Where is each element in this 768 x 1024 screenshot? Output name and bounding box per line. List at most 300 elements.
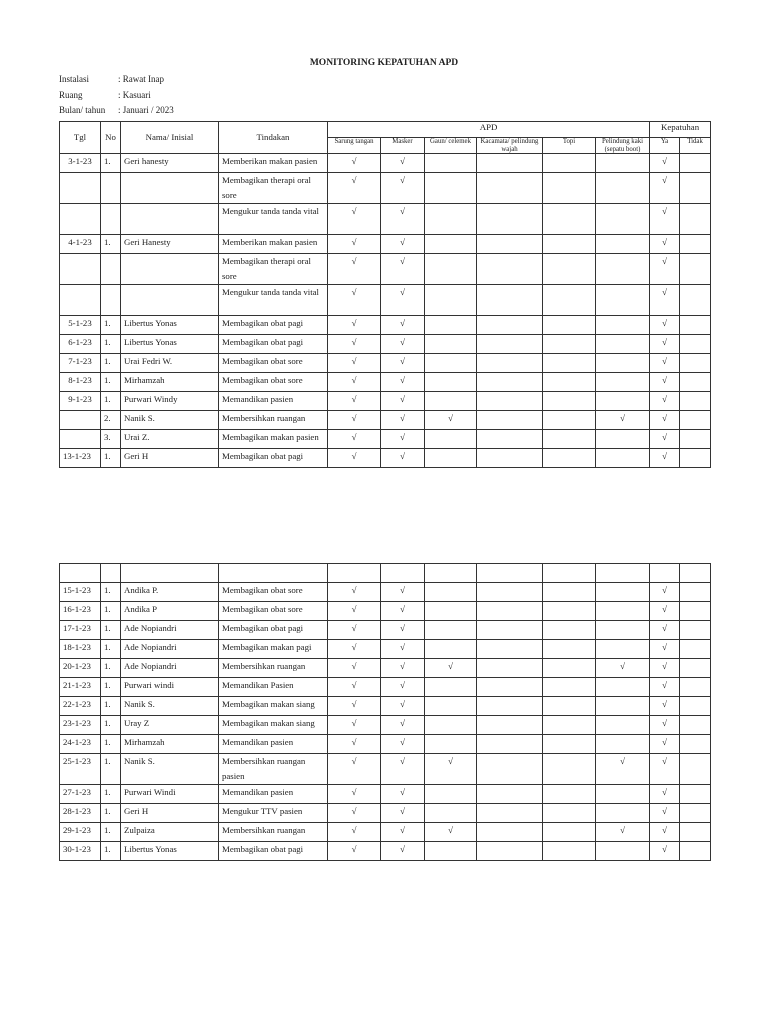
cell-masker: √: [381, 235, 425, 254]
cell-masker: √: [381, 373, 425, 392]
cell-tindakan: Memberikan makan pasien: [219, 235, 328, 254]
cell-tgl: [60, 254, 101, 285]
cell-sarung-tangan: √: [328, 335, 381, 354]
cell-no: [101, 564, 121, 583]
cell-tidak: [680, 173, 711, 204]
cell-masker: √: [381, 735, 425, 754]
table-row: [60, 823, 711, 842]
cell-tindakan: Memandikan Pasien: [219, 678, 328, 697]
cell-topi: [543, 823, 596, 842]
table-row: [60, 659, 711, 678]
cell-tidak: [680, 754, 711, 785]
cell-tgl: 29-1-23: [60, 823, 101, 842]
cell-pelindung-kaki: [596, 716, 650, 735]
cell-tidak: [680, 602, 711, 621]
cell-ya: √: [650, 842, 680, 861]
cell-ya: √: [650, 316, 680, 335]
cell-tidak: [680, 583, 711, 602]
table-row: [60, 173, 711, 204]
cell-masker: √: [381, 254, 425, 285]
cell-ya: √: [650, 254, 680, 285]
cell-tidak: [680, 785, 711, 804]
cell-ya: √: [650, 449, 680, 468]
cell-masker: √: [381, 449, 425, 468]
table-row: [60, 204, 711, 235]
meta-value: : Kasuari: [118, 90, 151, 100]
cell-pelindung-kaki: [596, 842, 650, 861]
cell-tindakan: [219, 564, 328, 583]
header-kepatuhan: Kepatuhan: [650, 122, 711, 138]
cell-sarung-tangan: √: [328, 716, 381, 735]
cell-tidak: [680, 254, 711, 285]
cell-tgl: 3-1-23: [60, 154, 101, 173]
cell-kacamata: [477, 785, 543, 804]
cell-gaun: √: [425, 823, 477, 842]
table-row: [60, 449, 711, 468]
cell-gaun: [425, 640, 477, 659]
cell-no: 1.: [101, 804, 121, 823]
cell-ya: √: [650, 373, 680, 392]
table-row: [60, 335, 711, 354]
cell-sarung-tangan: √: [328, 678, 381, 697]
cell-kacamata: [477, 430, 543, 449]
cell-topi: [543, 697, 596, 716]
cell-kacamata: [477, 640, 543, 659]
cell-kacamata: [477, 254, 543, 285]
cell-tgl: 4-1-23: [60, 235, 101, 254]
cell-nama: Libertus Yonas: [121, 316, 219, 335]
cell-nama: Geri H: [121, 449, 219, 468]
cell-pelindung-kaki: [596, 697, 650, 716]
cell-no: 1.: [101, 640, 121, 659]
cell-tgl: 28-1-23: [60, 804, 101, 823]
cell-kacamata: [477, 602, 543, 621]
cell-tidak: [680, 735, 711, 754]
cell-tidak: [680, 373, 711, 392]
cell-ya: √: [650, 697, 680, 716]
cell-topi: [543, 842, 596, 861]
cell-ya: √: [650, 430, 680, 449]
cell-sarung-tangan: √: [328, 430, 381, 449]
cell-nama: Andika P: [121, 602, 219, 621]
cell-tindakan: Membagikan obat pagi: [219, 621, 328, 640]
cell-sarung-tangan: √: [328, 235, 381, 254]
cell-kacamata: [477, 154, 543, 173]
cell-topi: [543, 285, 596, 316]
cell-topi: [543, 602, 596, 621]
cell-tgl: 25-1-23: [60, 754, 101, 785]
cell-ya: [650, 564, 680, 583]
table-row: [60, 640, 711, 659]
cell-tidak: [680, 449, 711, 468]
cell-pelindung-kaki: [596, 678, 650, 697]
cell-tidak: [680, 659, 711, 678]
cell-kacamata: [477, 235, 543, 254]
cell-sarung-tangan: √: [328, 640, 381, 659]
cell-topi: [543, 804, 596, 823]
cell-pelindung-kaki: [596, 235, 650, 254]
cell-tidak: [680, 716, 711, 735]
cell-kacamata: [477, 354, 543, 373]
table-row: [60, 716, 711, 735]
cell-no: 1.: [101, 754, 121, 785]
cell-no: 1.: [101, 735, 121, 754]
cell-no: 1.: [101, 316, 121, 335]
cell-no: 1.: [101, 823, 121, 842]
cell-masker: √: [381, 804, 425, 823]
cell-tgl: [60, 204, 101, 235]
cell-ya: √: [650, 823, 680, 842]
cell-pelindung-kaki: [596, 204, 650, 235]
cell-sarung-tangan: [328, 564, 381, 583]
table-row: [60, 583, 711, 602]
cell-no: 1.: [101, 621, 121, 640]
cell-kacamata: [477, 564, 543, 583]
cell-gaun: [425, 716, 477, 735]
cell-tindakan: Membagikan obat pagi: [219, 842, 328, 861]
cell-ya: √: [650, 392, 680, 411]
meta-bulan-tahun: [59, 105, 174, 115]
cell-nama: Nanik S.: [121, 754, 219, 785]
cell-pelindung-kaki: [596, 583, 650, 602]
cell-tindakan: Membagikan obat sore: [219, 354, 328, 373]
cell-no: 1.: [101, 449, 121, 468]
cell-ya: √: [650, 659, 680, 678]
cell-tindakan: Membagikan obat sore: [219, 373, 328, 392]
cell-gaun: [425, 254, 477, 285]
cell-sarung-tangan: √: [328, 754, 381, 785]
cell-sarung-tangan: √: [328, 735, 381, 754]
cell-kacamata: [477, 754, 543, 785]
cell-pelindung-kaki: [596, 430, 650, 449]
cell-tgl: 16-1-23: [60, 602, 101, 621]
cell-nama: Ade Nopiandri: [121, 640, 219, 659]
cell-tidak: [680, 285, 711, 316]
cell-tindakan: Membagikan makan siang: [219, 697, 328, 716]
cell-tindakan: Membagikan therapi oral sore: [219, 173, 328, 204]
header-topi: Topi: [543, 138, 596, 154]
cell-tidak: [680, 621, 711, 640]
header-tidak: Tidak: [680, 138, 711, 154]
cell-sarung-tangan: √: [328, 659, 381, 678]
cell-tindakan: Membagikan obat pagi: [219, 316, 328, 335]
header-ya: Ya: [650, 138, 680, 154]
cell-tgl: 7-1-23: [60, 354, 101, 373]
cell-no: 1.: [101, 697, 121, 716]
cell-nama: Geri H: [121, 804, 219, 823]
table-row: [60, 373, 711, 392]
cell-sarung-tangan: √: [328, 173, 381, 204]
cell-nama: Libertus Yonas: [121, 335, 219, 354]
cell-tindakan: Mengukur tanda tanda vital: [219, 285, 328, 316]
cell-tgl: [60, 430, 101, 449]
cell-kacamata: [477, 173, 543, 204]
table-row: [60, 430, 711, 449]
cell-masker: √: [381, 716, 425, 735]
cell-pelindung-kaki: [596, 804, 650, 823]
cell-gaun: [425, 697, 477, 716]
cell-tgl: 21-1-23: [60, 678, 101, 697]
cell-nama: Libertus Yonas: [121, 842, 219, 861]
cell-tidak: [680, 430, 711, 449]
cell-nama: [121, 204, 219, 235]
cell-topi: [543, 354, 596, 373]
cell-pelindung-kaki: √: [596, 659, 650, 678]
cell-no: 1.: [101, 154, 121, 173]
cell-tindakan: Membagikan therapi oral sore: [219, 254, 328, 285]
cell-tgl: [60, 285, 101, 316]
cell-pelindung-kaki: [596, 335, 650, 354]
cell-ya: √: [650, 640, 680, 659]
cell-nama: Purwari windi: [121, 678, 219, 697]
cell-sarung-tangan: √: [328, 823, 381, 842]
cell-tidak: [680, 823, 711, 842]
cell-masker: √: [381, 678, 425, 697]
table-row: [60, 785, 711, 804]
cell-tgl: 15-1-23: [60, 583, 101, 602]
cell-nama: Ade Nopiandri: [121, 621, 219, 640]
cell-tidak: [680, 640, 711, 659]
header-kacamata: Kacamata/ pelindung wajah: [477, 138, 543, 154]
cell-sarung-tangan: √: [328, 254, 381, 285]
cell-tgl: 27-1-23: [60, 785, 101, 804]
cell-masker: √: [381, 392, 425, 411]
cell-gaun: [425, 235, 477, 254]
cell-no: 1.: [101, 602, 121, 621]
cell-masker: √: [381, 659, 425, 678]
table-row: [60, 392, 711, 411]
cell-tgl: [60, 564, 101, 583]
cell-no: [101, 285, 121, 316]
cell-kacamata: [477, 621, 543, 640]
cell-tindakan: Membersihkan ruangan: [219, 823, 328, 842]
cell-sarung-tangan: √: [328, 316, 381, 335]
cell-tindakan: Mengukur TTV pasien: [219, 804, 328, 823]
cell-masker: √: [381, 154, 425, 173]
cell-nama: [121, 564, 219, 583]
cell-nama: Ade Nopiandri: [121, 659, 219, 678]
cell-gaun: [425, 564, 477, 583]
cell-gaun: [425, 154, 477, 173]
cell-sarung-tangan: √: [328, 285, 381, 316]
cell-no: 1.: [101, 335, 121, 354]
cell-masker: √: [381, 173, 425, 204]
cell-nama: Geri Hanesty: [121, 235, 219, 254]
cell-masker: √: [381, 621, 425, 640]
cell-topi: [543, 430, 596, 449]
cell-tindakan: Membersihkan ruangan: [219, 659, 328, 678]
cell-nama: Mirhamzah: [121, 735, 219, 754]
cell-masker: √: [381, 697, 425, 716]
cell-tindakan: Membagikan obat sore: [219, 602, 328, 621]
cell-pelindung-kaki: [596, 154, 650, 173]
cell-gaun: [425, 316, 477, 335]
cell-topi: [543, 640, 596, 659]
cell-no: [101, 254, 121, 285]
apd-table-2: [59, 563, 711, 861]
cell-no: 1.: [101, 392, 121, 411]
cell-pelindung-kaki: [596, 316, 650, 335]
cell-nama: [121, 285, 219, 316]
cell-sarung-tangan: √: [328, 785, 381, 804]
cell-tgl: 8-1-23: [60, 373, 101, 392]
cell-no: 1.: [101, 583, 121, 602]
cell-tgl: 22-1-23: [60, 697, 101, 716]
cell-topi: [543, 754, 596, 785]
cell-pelindung-kaki: [596, 564, 650, 583]
cell-nama: Purwari Windy: [121, 392, 219, 411]
cell-tidak: [680, 804, 711, 823]
cell-topi: [543, 373, 596, 392]
cell-kacamata: [477, 823, 543, 842]
cell-sarung-tangan: √: [328, 583, 381, 602]
table-row: [60, 697, 711, 716]
cell-tgl: 5-1-23: [60, 316, 101, 335]
meta-label: Bulan/ tahun: [59, 105, 106, 115]
cell-pelindung-kaki: [596, 602, 650, 621]
cell-masker: √: [381, 823, 425, 842]
cell-ya: √: [650, 411, 680, 430]
apd-table-1: [59, 121, 711, 468]
cell-topi: [543, 254, 596, 285]
cell-sarung-tangan: √: [328, 154, 381, 173]
cell-tgl: 30-1-23: [60, 842, 101, 861]
cell-tgl: 17-1-23: [60, 621, 101, 640]
cell-nama: Purwari Windi: [121, 785, 219, 804]
cell-pelindung-kaki: [596, 392, 650, 411]
cell-ya: √: [650, 354, 680, 373]
cell-tidak: [680, 564, 711, 583]
cell-kacamata: [477, 392, 543, 411]
cell-tindakan: Membagikan makan pasien: [219, 430, 328, 449]
cell-no: 1.: [101, 354, 121, 373]
cell-gaun: [425, 602, 477, 621]
cell-tindakan: Membagikan obat pagi: [219, 335, 328, 354]
cell-gaun: [425, 583, 477, 602]
cell-sarung-tangan: √: [328, 204, 381, 235]
cell-tidak: [680, 204, 711, 235]
cell-masker: √: [381, 316, 425, 335]
table-row: [60, 754, 711, 785]
table-row: [60, 411, 711, 430]
cell-no: [101, 204, 121, 235]
header-tindakan: Tindakan: [219, 122, 328, 154]
cell-ya: √: [650, 235, 680, 254]
cell-gaun: [425, 449, 477, 468]
cell-gaun: [425, 735, 477, 754]
cell-ya: √: [650, 602, 680, 621]
cell-masker: √: [381, 285, 425, 316]
cell-masker: √: [381, 640, 425, 659]
cell-tindakan: Membagikan obat sore: [219, 583, 328, 602]
cell-topi: [543, 716, 596, 735]
cell-topi: [543, 564, 596, 583]
cell-tidak: [680, 392, 711, 411]
cell-tidak: [680, 842, 711, 861]
cell-kacamata: [477, 804, 543, 823]
cell-topi: [543, 659, 596, 678]
cell-no: 1.: [101, 678, 121, 697]
cell-gaun: [425, 173, 477, 204]
cell-nama: Mirhamzah: [121, 373, 219, 392]
cell-gaun: [425, 785, 477, 804]
cell-kacamata: [477, 735, 543, 754]
cell-pelindung-kaki: [596, 449, 650, 468]
cell-pelindung-kaki: [596, 621, 650, 640]
cell-pelindung-kaki: [596, 285, 650, 316]
cell-nama: Nanik S.: [121, 411, 219, 430]
cell-ya: √: [650, 754, 680, 785]
cell-kacamata: [477, 659, 543, 678]
cell-nama: Urai Z.: [121, 430, 219, 449]
cell-gaun: [425, 354, 477, 373]
cell-kacamata: [477, 285, 543, 316]
cell-no: 1.: [101, 842, 121, 861]
meta-value: : Rawat Inap: [118, 74, 164, 84]
cell-nama: Uray Z: [121, 716, 219, 735]
cell-masker: √: [381, 204, 425, 235]
cell-pelindung-kaki: [596, 785, 650, 804]
table-row: [60, 154, 711, 173]
cell-kacamata: [477, 842, 543, 861]
cell-gaun: [425, 621, 477, 640]
cell-tgl: 20-1-23: [60, 659, 101, 678]
cell-tidak: [680, 411, 711, 430]
cell-topi: [543, 173, 596, 204]
cell-tgl: [60, 411, 101, 430]
cell-masker: √: [381, 430, 425, 449]
cell-tidak: [680, 678, 711, 697]
header-no: No: [101, 122, 121, 154]
cell-gaun: [425, 204, 477, 235]
cell-ya: √: [650, 804, 680, 823]
cell-tgl: 9-1-23: [60, 392, 101, 411]
cell-pelindung-kaki: [596, 254, 650, 285]
cell-sarung-tangan: √: [328, 804, 381, 823]
cell-gaun: √: [425, 659, 477, 678]
cell-nama: Geri hanesty: [121, 154, 219, 173]
table-row: [60, 254, 711, 285]
table-row: [60, 316, 711, 335]
cell-tgl: 24-1-23: [60, 735, 101, 754]
cell-ya: √: [650, 204, 680, 235]
cell-tindakan: Membersihkan ruangan pasien: [219, 754, 328, 785]
cell-sarung-tangan: √: [328, 842, 381, 861]
header-nama: Nama/ Inisial: [121, 122, 219, 154]
cell-tidak: [680, 335, 711, 354]
document-title: MONITORING KEPATUHAN APD: [309, 58, 459, 68]
cell-tindakan: Memandikan pasien: [219, 735, 328, 754]
cell-tgl: 6-1-23: [60, 335, 101, 354]
cell-gaun: [425, 373, 477, 392]
cell-masker: [381, 564, 425, 583]
cell-ya: √: [650, 583, 680, 602]
cell-kacamata: [477, 204, 543, 235]
cell-ya: √: [650, 285, 680, 316]
cell-sarung-tangan: √: [328, 354, 381, 373]
cell-tindakan: Memandikan pasien: [219, 392, 328, 411]
cell-gaun: [425, 430, 477, 449]
cell-ya: √: [650, 621, 680, 640]
cell-tindakan: Memberikan makan pasien: [219, 154, 328, 173]
header-apd: APD: [328, 122, 650, 138]
cell-tidak: [680, 154, 711, 173]
cell-sarung-tangan: √: [328, 411, 381, 430]
cell-gaun: [425, 392, 477, 411]
cell-tgl: 18-1-23: [60, 640, 101, 659]
cell-tindakan: Memandikan pasien: [219, 785, 328, 804]
cell-tindakan: Membagikan obat pagi: [219, 449, 328, 468]
